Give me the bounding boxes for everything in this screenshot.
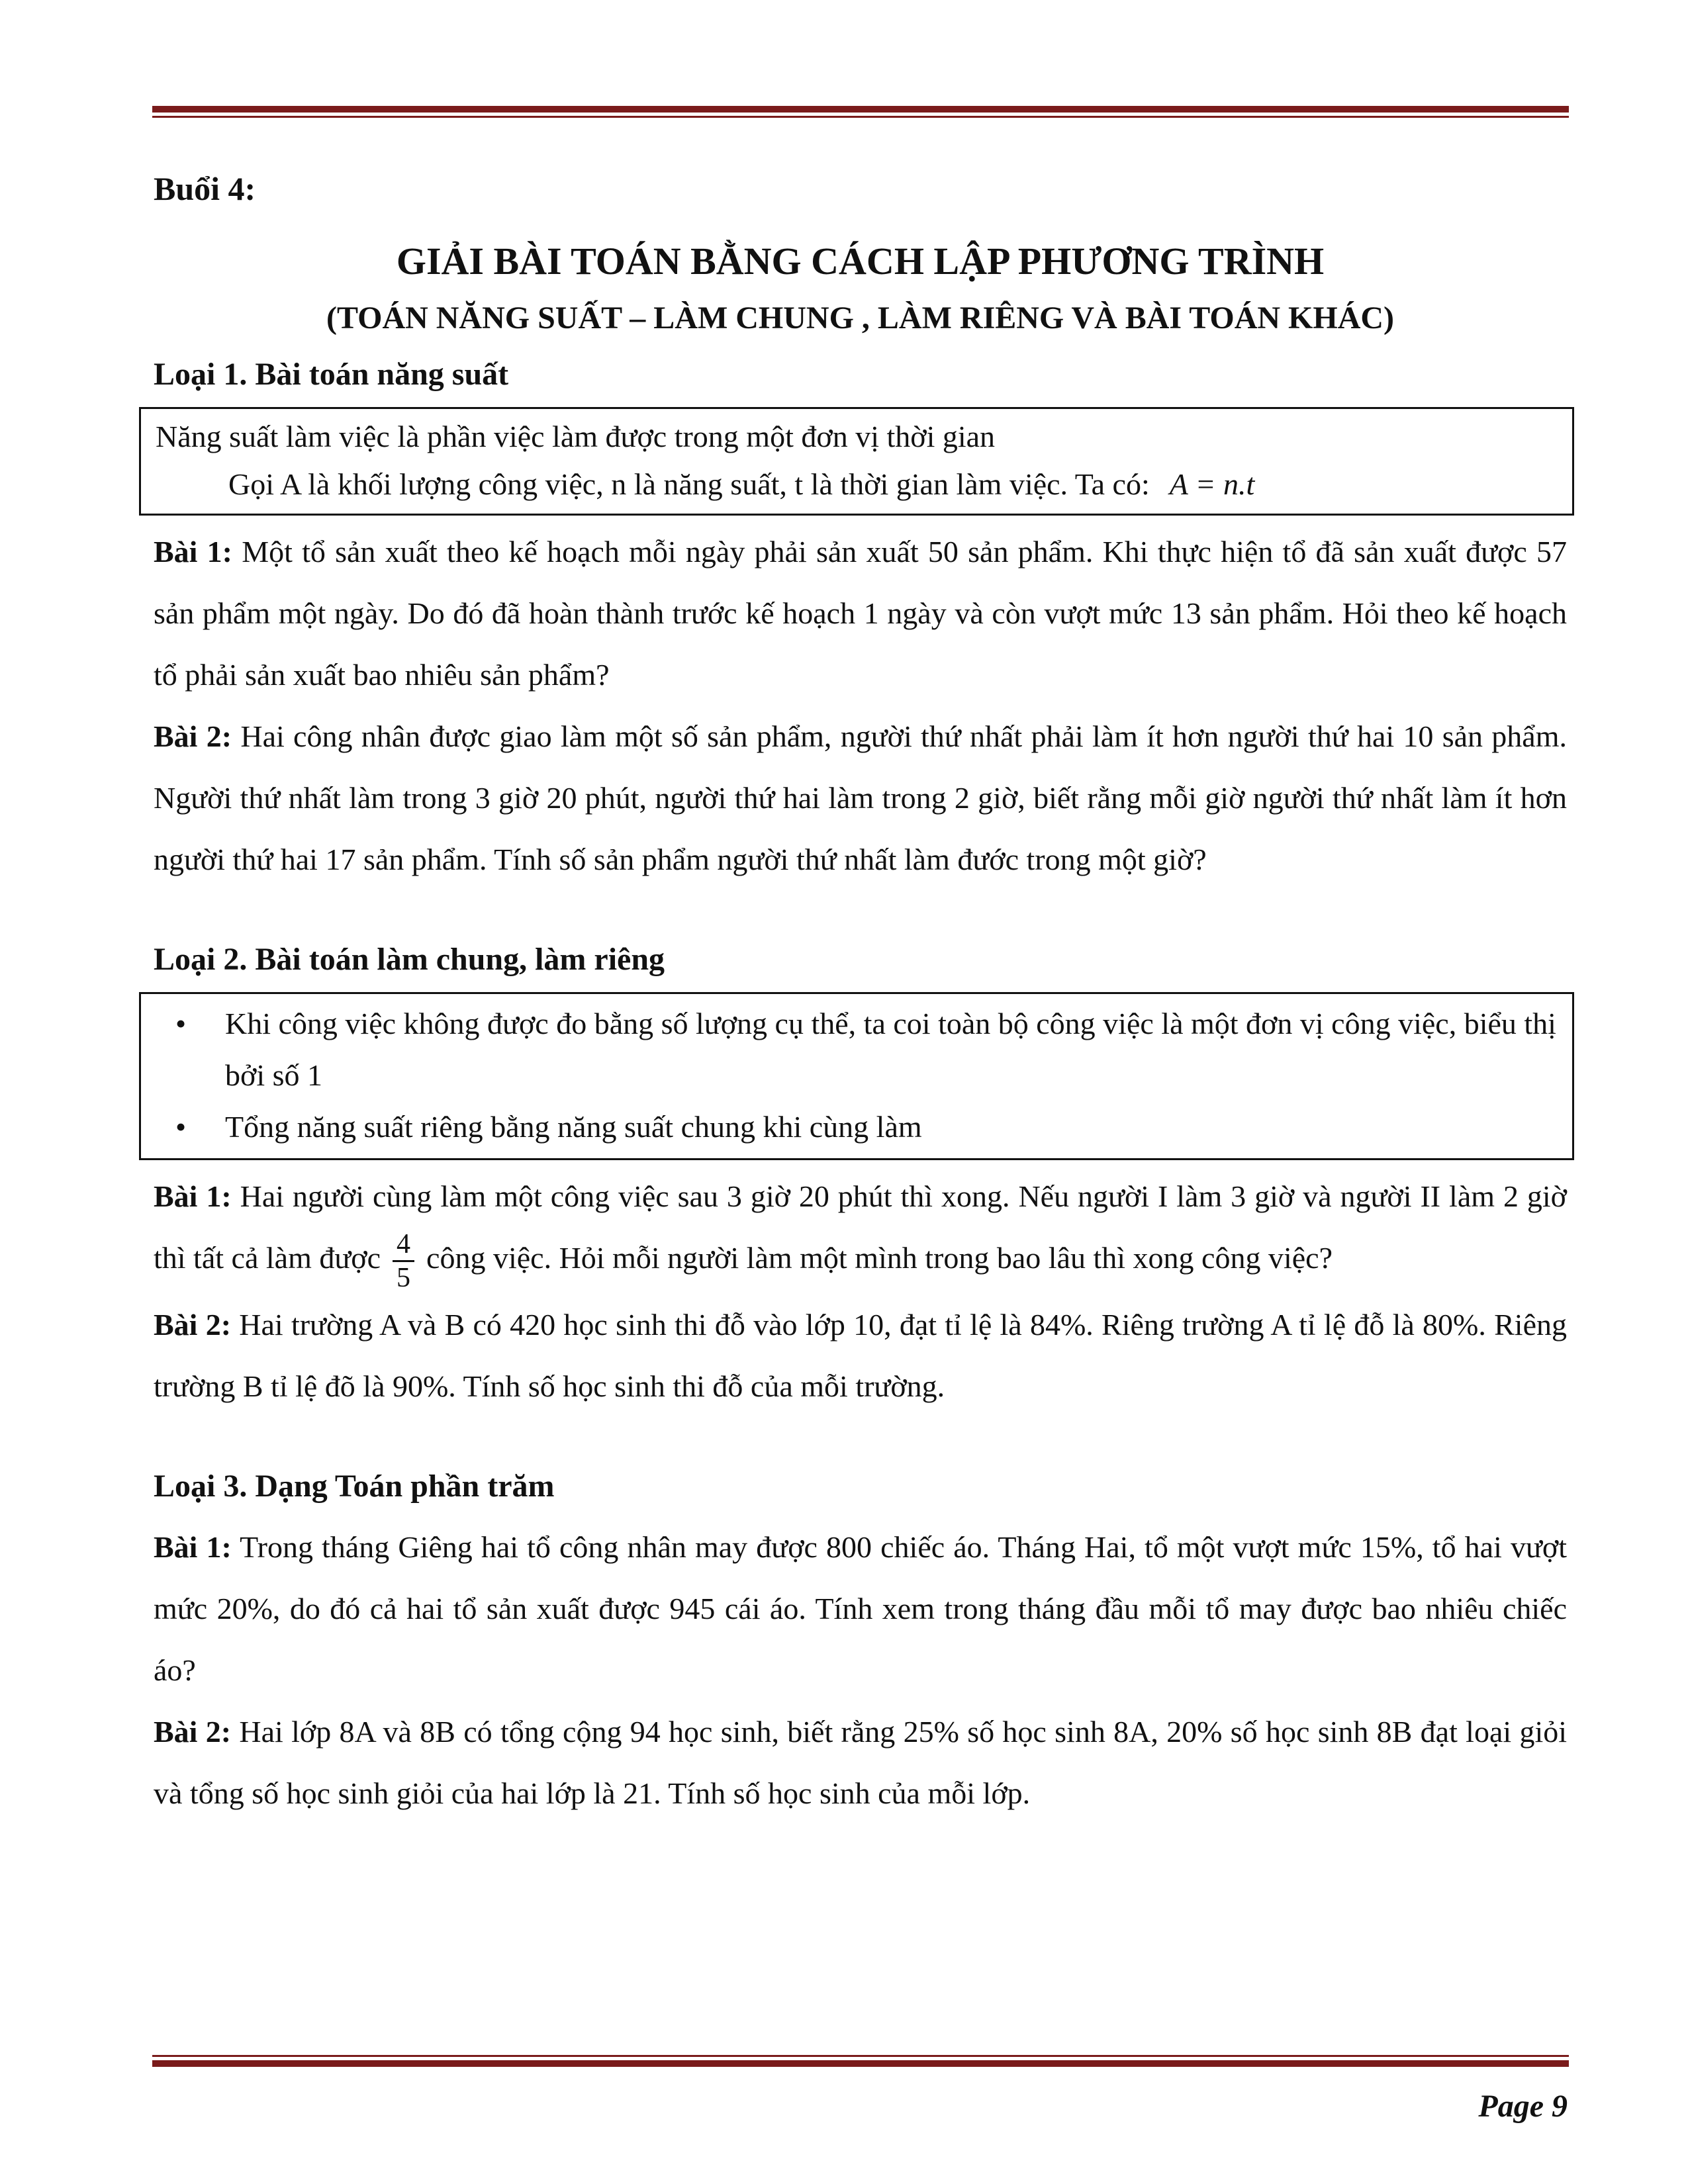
page-subtitle: (TOÁN NĂNG SUẤT – LÀM CHUNG , LÀM RIÊNG VÀ BÀI TOÁN KHÁC) <box>326 300 1395 336</box>
fraction-denominator: 5 <box>397 1262 411 1293</box>
fraction-numerator: 4 <box>393 1228 414 1262</box>
bullet-text: Tổng năng suất riêng bằng năng suất chung khi cùng làm <box>225 1110 922 1144</box>
exercise-text: Hai trường A và B có 420 học sinh thi đỗ vào lớp 10, đạt tỉ lệ là 84%. Riêng trường A tỉ lệ đỗ là 80%. Riêng trường B tỉ lệ đõ là 90%. Tính số học sinh thi đỗ của mỗi trường. <box>154 1307 1567 1403</box>
section3-heading: Loại 3. Dạng Toán phần trăm <box>154 1468 555 1504</box>
bullet-text: Khi công việc không được đo bằng số lượng cụ thể, ta coi toàn bộ công việc là một đơn vị công việc, biểu thị bởi số 1 <box>225 1007 1556 1092</box>
formula: A = n.t <box>1169 467 1255 501</box>
bullet-item <box>156 998 1558 1101</box>
session-label: Buổi 4: <box>154 170 256 207</box>
page-title: GIẢI BÀI TOÁN BẰNG CÁCH LẬP PHƯƠNG TRÌNH <box>396 240 1325 283</box>
formula-description: Gọi A là khối lượng công việc, n là năng suất, t là thời gian làm việc. Ta có: <box>228 467 1150 501</box>
formula-line <box>156 461 1558 508</box>
definition-line: Năng suất làm việc là phần việc làm được trong một đơn vị thời gian <box>156 420 996 453</box>
section1-definition-box <box>139 407 1574 516</box>
section1-exercise-2 <box>154 705 1567 890</box>
exercise-label: Bài 1: <box>154 1179 232 1213</box>
exercise-text: Hai công nhân được giao làm một số sản phẩm, người thứ nhất phải làm ít hơn người thứ hai 10 sản phẩm. Người thứ nhất làm trong 3 giờ 20 phút, người thứ hai làm trong 2 giờ, biết rằng mỗi giờ người thứ nhất làm ít hơn người thứ hai 17 sản phẩm. Tính số sản phẩm người thứ nhất làm đước trong một giờ? <box>154 719 1568 876</box>
exercise-text: công việc. Hỏi mỗi người làm một mình trong bao lâu thì xong công việc? <box>426 1241 1333 1275</box>
exercise-label: Bài 2: <box>154 719 232 753</box>
header-rule <box>152 106 1569 118</box>
section3-exercise-1 <box>154 1516 1567 1701</box>
exercise-label: Bài 1: <box>154 1529 232 1564</box>
section2-exercise-2 <box>154 1294 1567 1417</box>
exercise-label: Bài 2: <box>154 1307 232 1342</box>
section1-heading: Loại 1. Bài toán năng suất <box>154 357 509 392</box>
exercise-text: Hai người cùng làm một công việc sau 3 giờ 20 phút thì xong. Nếu người I làm 3 giờ và người II làm 2 giờ thì tất cả làm được <box>154 1179 1567 1275</box>
page-content <box>154 152 1567 1824</box>
page-number: Page 9 <box>1478 2089 1568 2124</box>
exercise-text: Trong tháng Giêng hai tổ công nhân may được 800 chiếc áo. Tháng Hai, tổ một vượt mức 15%, tổ hai vượt mức 20%, do đó cả hai tổ sản xuất được 945 cái áo. Tính xem trong tháng đầu mỗi tổ may được bao nhiêu chiếc áo? <box>154 1529 1567 1687</box>
exercise-text: Hai lớp 8A và 8B có tổng cộng 94 học sinh, biết rằng 25% số học sinh 8A, 20% số học sinh 8B đạt loại giỏi và tổng số học sinh giỏi của hai lớp là 21. Tính số học sinh của mỗi lớp. <box>154 1714 1568 1810</box>
exercise-label: Bài 1: <box>154 535 232 569</box>
section3-exercise-2 <box>154 1701 1567 1824</box>
bullet-icon: • <box>175 1007 187 1040</box>
exercise-text: Một tổ sản xuất theo kế hoạch mỗi ngày phải sản xuất 50 sản phẩm. Khi thực hiện tổ đã sản xuất được 57 sản phẩm một ngày. Do đó đã hoàn thành trước kế hoạch 1 ngày và còn vượt mức 13 sản phẩm. Hỏi theo kế hoạch tổ phải sản xuất bao nhiêu sản phẩm? <box>154 535 1567 692</box>
exercise-label: Bài 2: <box>154 1714 232 1749</box>
section2-heading: Loại 2. Bài toán làm chung, làm riêng <box>154 942 665 977</box>
footer-rule <box>152 2055 1569 2067</box>
bullet-icon: • <box>175 1110 187 1144</box>
section2-definition-box <box>139 992 1574 1160</box>
bullet-item <box>156 1101 1558 1153</box>
section2-exercise-1 <box>154 1165 1567 1294</box>
fraction <box>393 1228 414 1294</box>
section1-exercise-1 <box>154 521 1567 705</box>
